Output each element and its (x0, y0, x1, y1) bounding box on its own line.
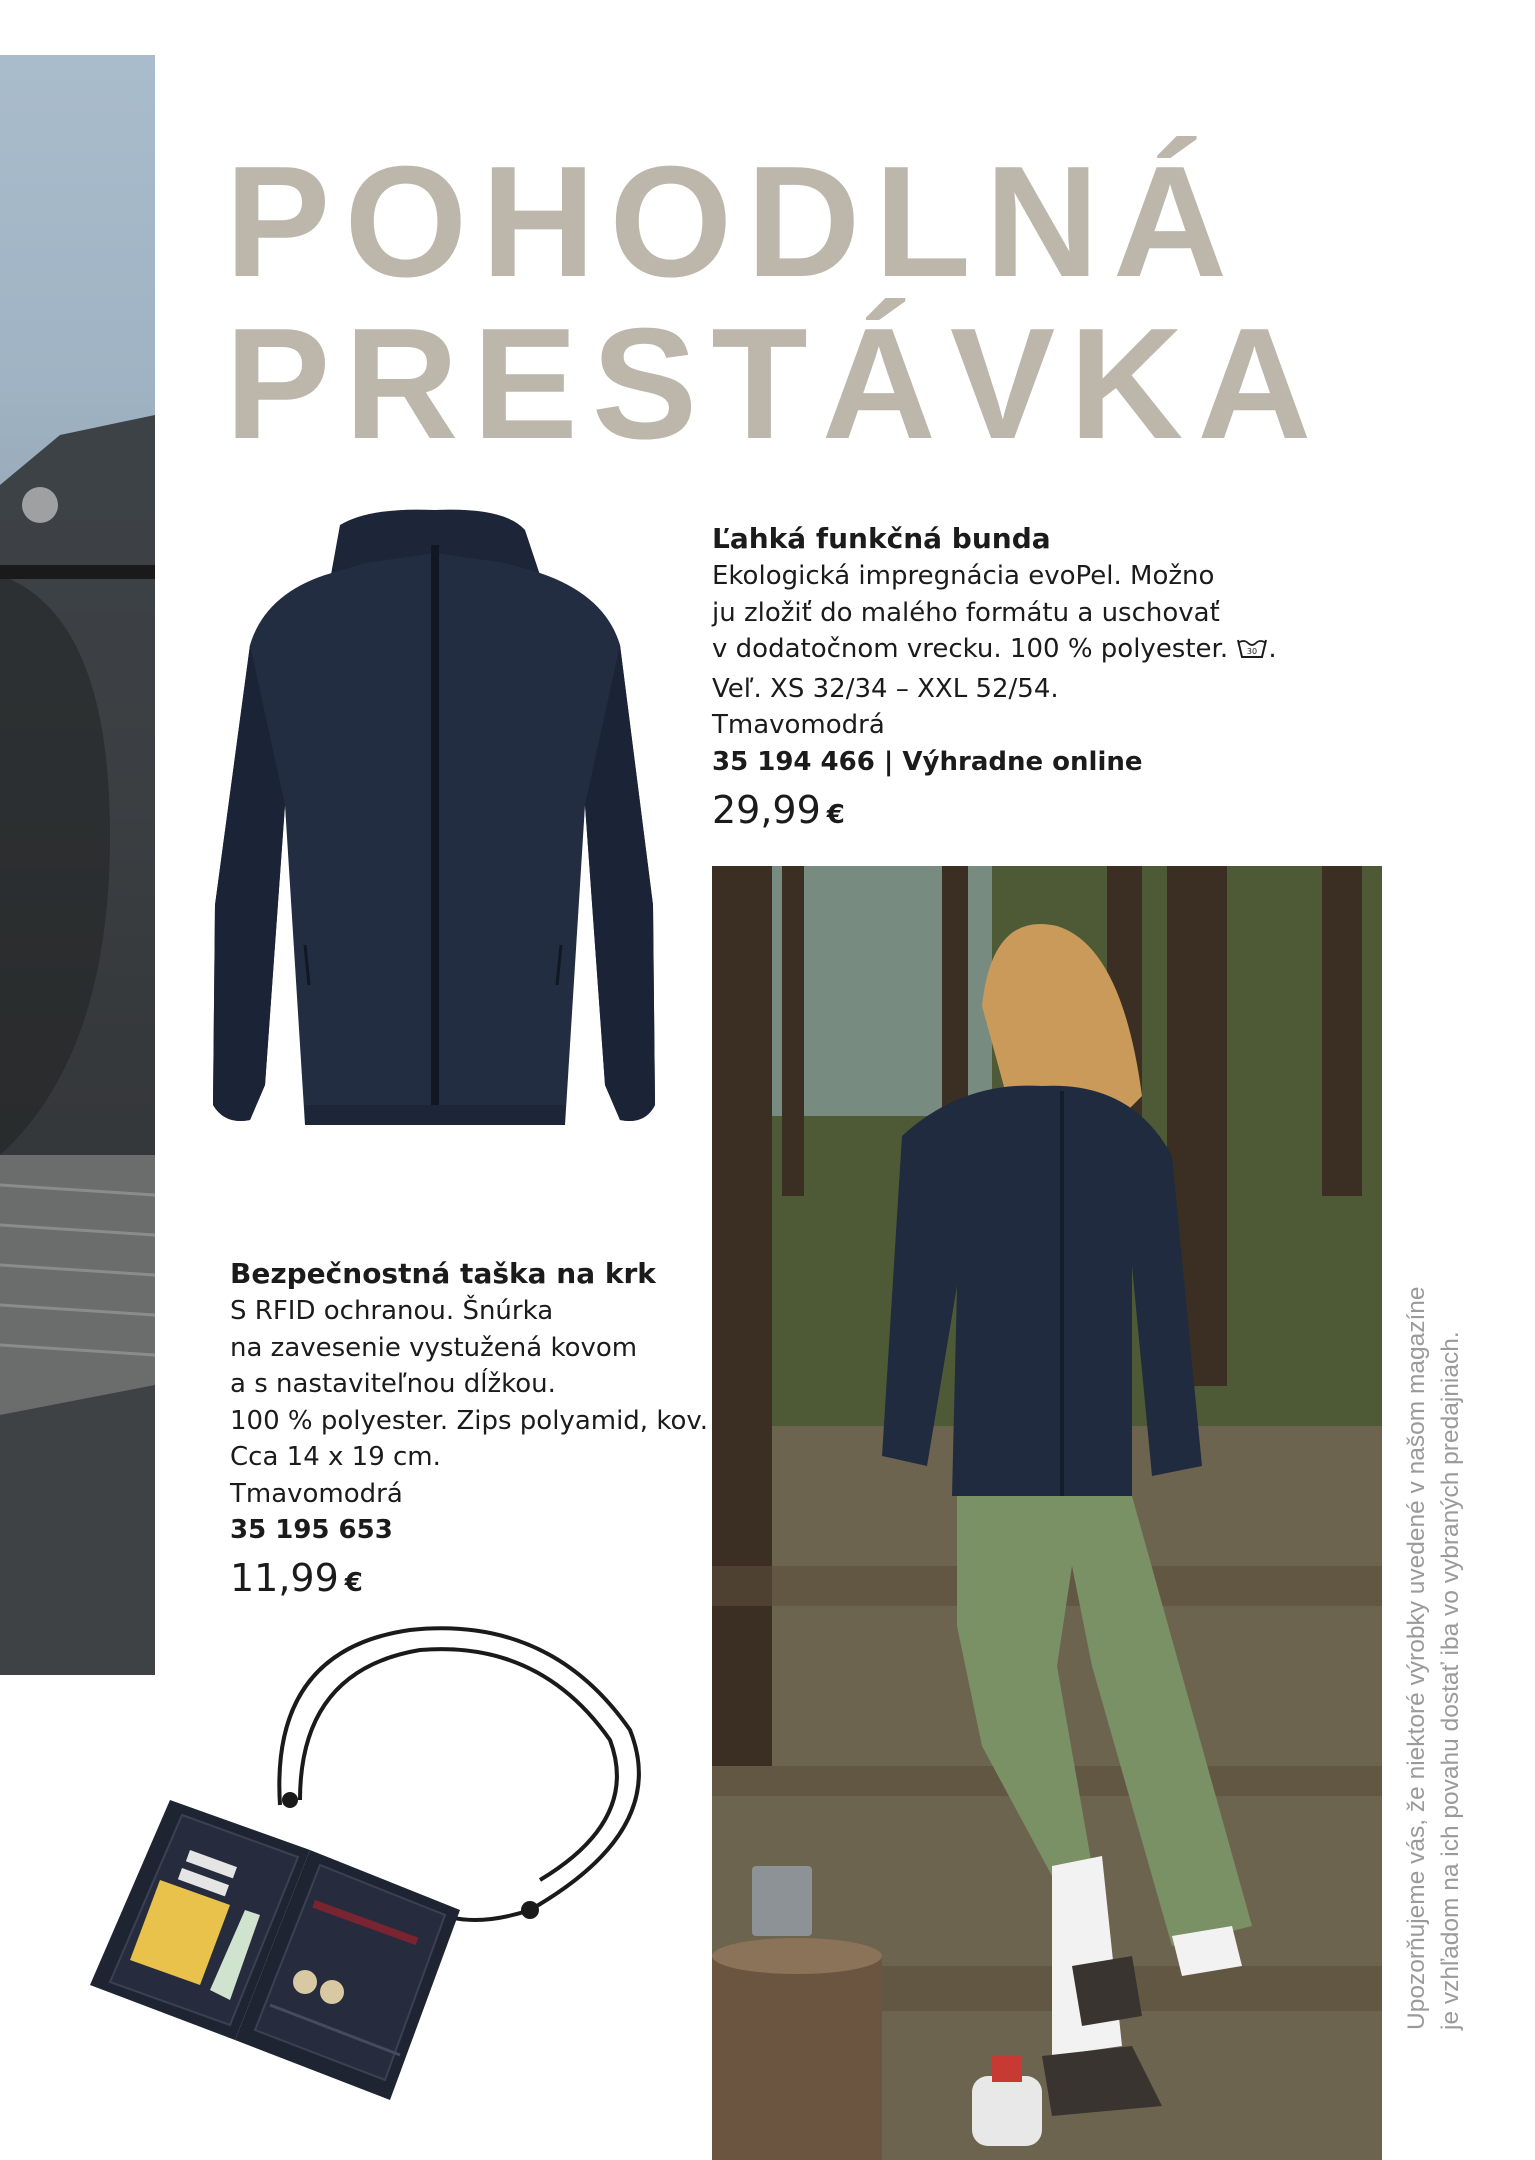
bag-desc-line-3: a s nastaviteľnou dĺžkou. (230, 1369, 556, 1399)
bag-desc-line-1: S RFID ochranou. Šnúrka (230, 1296, 554, 1326)
jacket-product-info (712, 520, 1277, 840)
bag-product-info (230, 1255, 708, 1608)
bag-desc-line-4: 100 % polyester. Zips polyamid, kov. (230, 1405, 709, 1436)
bag-price: 11,99 (230, 1556, 339, 1600)
bag-color: Tmavomodrá (230, 1478, 403, 1509)
jacket-currency: € (826, 799, 845, 830)
svg-text:30: 30 (1247, 647, 1258, 656)
bag-desc-line-2: na zavesenie vystužená kovom (230, 1332, 638, 1363)
jacket-price: 29,99 (712, 787, 821, 832)
disclaimer-line-1: Upozorňujeme vás, že niektoré výrobky uvedené v našom magazíne (1403, 1286, 1430, 2030)
jacket-desc-line-3: v dodatočnom vrecku. 100 % polyester. (712, 634, 1229, 664)
headline-line-1: POHODLNÁ (225, 134, 1242, 310)
disclaimer-line-2: je vzhľadom na ich povahu dostať iba vo vybraných predajniach. (1437, 1331, 1464, 2030)
jacket-desc-line-4: Veľ. XS 32/34 – XXL 52/54. (712, 673, 1059, 704)
jacket-product-image (205, 505, 665, 1145)
neck-bag-product-image (70, 1610, 670, 2130)
jacket-title: Ľahká funkčná bunda (712, 522, 1051, 555)
bag-sku: 35 195 653 (230, 1515, 393, 1545)
jacket-sku: 35 194 466 | Výhradne online (712, 746, 1143, 777)
tent-photo (0, 55, 155, 1675)
jacket-desc-line-1: Ekologická impregnácia evoPel. Možno (712, 561, 1215, 591)
headline-line-2: PRESTÁVKA (225, 296, 1326, 472)
bag-currency: € (344, 1568, 363, 1598)
jacket-desc-line-2: ju zložiť do malého formátu a uschovať (712, 597, 1220, 628)
bag-desc-line-5: Cca 14 x 19 cm. (230, 1442, 441, 1472)
jacket-desc-line-3-wrap: v dodatočnom vrecku. 100 % polyester. 30 . (712, 631, 1277, 671)
jacket-color: Tmavomodrá (712, 710, 885, 740)
wash-30-icon (1236, 634, 1268, 671)
bag-price-row (230, 1553, 708, 1608)
model-photo (712, 866, 1382, 2160)
jacket-price-row (712, 785, 1277, 840)
bag-title: Bezpečnostná taška na krk (230, 1257, 656, 1290)
